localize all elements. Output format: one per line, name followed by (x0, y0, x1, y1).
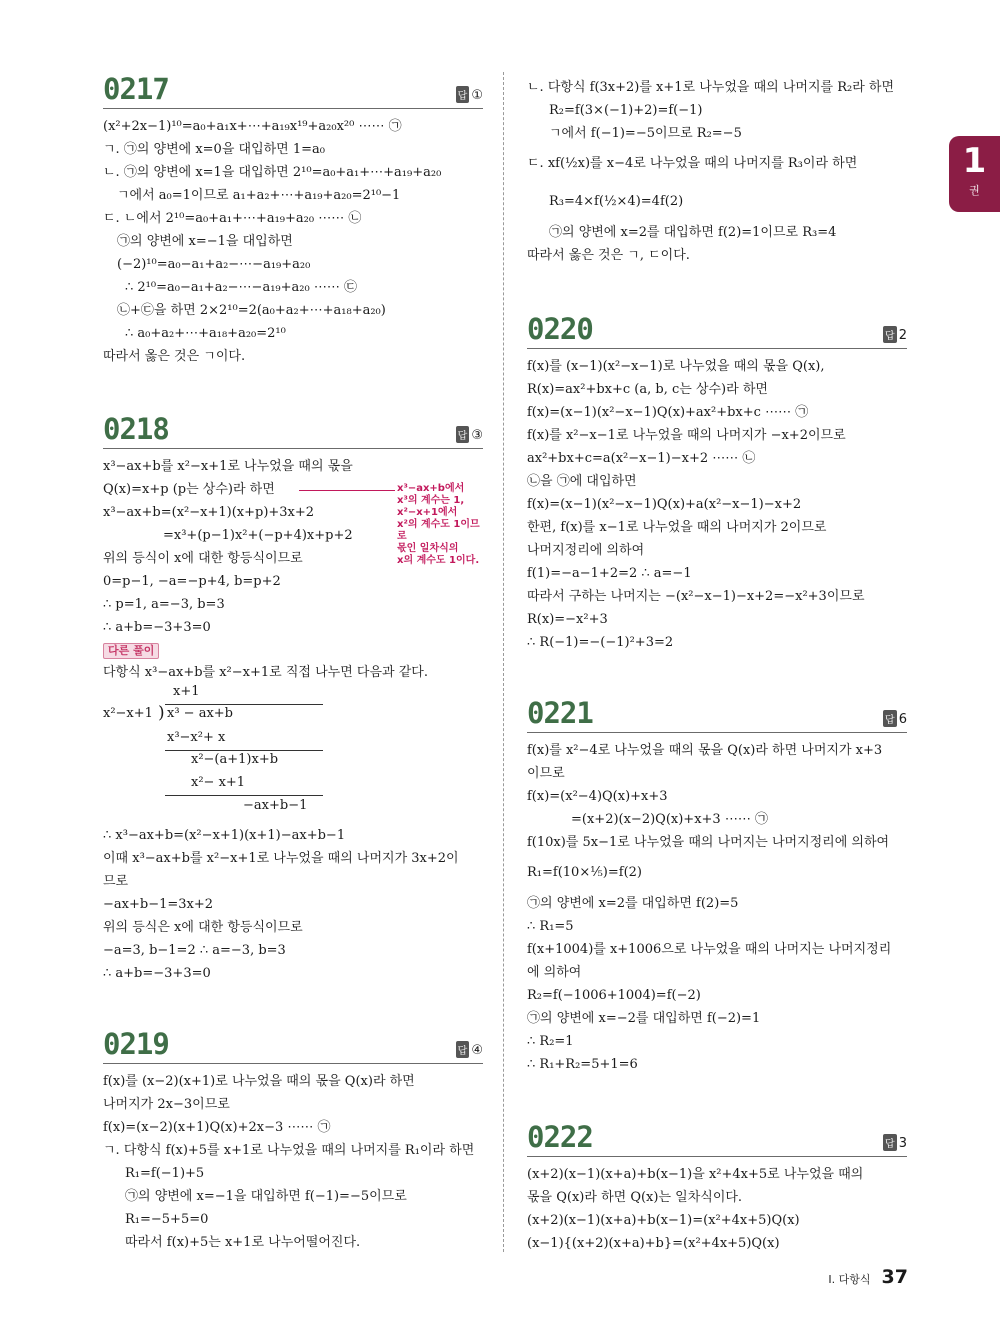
solution-line: 따라서 옳은 것은 ㄱ이다. (103, 349, 246, 364)
problem-0218 (103, 412, 483, 985)
problem-header (103, 1027, 483, 1064)
solution-line: ∴ R₁=5 (527, 919, 574, 934)
solution-line: ㉠의 양변에 x=2를 대입하면 f(2)=1이므로 R₃=4 (549, 225, 837, 240)
solution-line: 이므로 (527, 766, 565, 781)
solution-line: ∴ R₁+R₂=5+1=6 (527, 1057, 638, 1072)
solution-line: R(x)=ax²+bx+c (a, b, c는 상수)라 하면 (527, 382, 768, 397)
division-dividend: x³ − ax+b (167, 706, 233, 721)
solution-line: R₁=f(10×⅕)=f(2) (527, 865, 643, 880)
solution-line: f(x)=(x−1)(x²−x−1)Q(x)+ax²+bx+c ⋯⋯ ㉠ (527, 405, 809, 420)
solution-line: R(x)=−x²+3 (527, 612, 608, 627)
division-bracket: ) (158, 703, 165, 723)
solution-line: R₁=−5+5=0 (125, 1212, 209, 1227)
division-bar (165, 704, 323, 705)
solution-line: ㉠의 양변에 x=2를 대입하면 f(2)=5 (527, 896, 739, 911)
solution-line: 다항식 x³−ax+b를 x²−x+1로 직접 나누면 다음과 같다. (103, 665, 428, 680)
problem-header (527, 312, 907, 349)
answer-badge: 답 (883, 710, 897, 727)
answer-label (883, 1134, 907, 1151)
division-remainder: −ax+b−1 (243, 798, 308, 813)
solution-line: ㄴ. 다항식 f(3x+2)를 x+1로 나누었을 때의 나머지를 R₂라 하면 (527, 80, 895, 95)
page-number: 37 (881, 1266, 908, 1288)
solution-line: =x³+(p−1)x²+(−p+4)x+p+2 (163, 528, 353, 543)
solution-line: 므로 (103, 874, 129, 889)
solution-line: (x+2)(x−1)(x+a)+b(x−1)을 x²+4x+5로 나누었을 때의 (527, 1167, 864, 1182)
solution-line: ㄱ. 다항식 f(x)+5를 x+1로 나누었을 때의 나머지를 R₁이라 하면 (103, 1143, 475, 1158)
solution-line: 몫을 Q(x)라 하면 Q(x)는 일차식이다. (527, 1190, 743, 1205)
solution-line: =(x+2)(x−2)Q(x)+x+3 ⋯⋯ ㉠ (571, 812, 768, 827)
solution-line: R₂=f(3×(−1)+2)=f(−1) (549, 103, 703, 118)
problem-number: 0220 (527, 312, 593, 346)
answer-badge: 답 (456, 1041, 470, 1058)
solution-line: ㄱ. ㉠의 양변에 x=0을 대입하면 1=a₀ (103, 142, 325, 157)
division-rule (165, 795, 323, 796)
solution-line: ∴ 2¹⁰=a₀−a₁+a₂−⋯−a₁₉+a₂₀ ⋯⋯ ㉢ (125, 280, 357, 295)
problem-number: 0217 (103, 72, 169, 106)
answer-badge: 답 (883, 326, 897, 343)
solution-line: f(x+1004)를 x+1006으로 나누었을 때의 나머지는 나머지정리 (527, 942, 892, 957)
problem-number: 0221 (527, 696, 593, 730)
solution-line: −a=3, b−1=2 ∴ a=−3, b=3 (103, 943, 286, 958)
solution-line: ㉠의 양변에 x=−1을 대입하면 (117, 234, 293, 249)
answer-value: ④ (471, 1043, 483, 1058)
answer-label (883, 326, 907, 343)
solution-line: ax²+bx+c=a(x²−x−1)−x+2 ⋯⋯ ㉡ (527, 451, 756, 466)
answer-value: ③ (471, 428, 483, 443)
division-quotient: x+1 (173, 684, 200, 699)
long-division (103, 684, 483, 824)
problem-0219 (103, 1027, 483, 1254)
alt-solution-badge: 다른 풀이 (103, 643, 159, 659)
solution-line: ㄷ. xf(½x)를 x−4로 나누었을 때의 나머지를 R₃이라 하면 (527, 156, 858, 171)
problem-header (527, 696, 907, 733)
solution-line: ㉠의 양변에 x=−2를 대입하면 f(−2)=1 (527, 1011, 761, 1026)
solution-line: ∴ R₂=1 (527, 1034, 574, 1049)
answer-label (456, 426, 483, 443)
problem-number: 0219 (103, 1027, 169, 1061)
solution-line: ∴ a+b=−3+3=0 (103, 620, 211, 635)
solution-line: ㄱ에서 f(−1)=−5이므로 R₂=−5 (549, 126, 742, 141)
solution-line: f(1)=−a−1+2=2 ∴ a=−1 (527, 566, 692, 581)
answer-label (883, 710, 907, 727)
note-line: x의 계수도 1이다. (397, 555, 480, 566)
solution-line: f(x)를 (x−2)(x+1)로 나누었을 때의 몫을 Q(x)라 하면 (103, 1074, 415, 1089)
solution-line: R₁=f(−1)+5 (125, 1166, 205, 1181)
solution-line: 0=p−1, −a=−p+4, b=p+2 (103, 574, 281, 589)
solution-line: 나머지가 2x−3이므로 (103, 1097, 230, 1112)
answer-label (456, 1041, 483, 1058)
solution-line: ∴ a+b=−3+3=0 (103, 966, 211, 981)
solution-line: f(x)를 x²−4로 나누었을 때의 몫을 Q(x)라 하면 나머지가 x+3 (527, 743, 883, 758)
note-line: x²−x+1에서 (397, 507, 458, 518)
answer-value: 2 (898, 328, 907, 343)
column-divider (503, 72, 504, 1252)
solution-line: f(x)=(x−2)(x+1)Q(x)+2x−3 ⋯⋯ ㉠ (103, 1120, 331, 1135)
answer-label (456, 86, 483, 103)
problem-0221 (527, 696, 907, 1076)
note-line: x³의 계수는 1, (397, 495, 465, 506)
division-rule (165, 750, 323, 751)
solution-line: f(x)를 x²−x−1로 나누었을 때의 나머지가 −x+2이므로 (527, 428, 846, 443)
problem-header (103, 412, 483, 449)
division-divisor: x²−x+1 (103, 706, 153, 721)
solution-line: (x+2)(x−1)(x+a)+b(x−1)=(x²+4x+5)Q(x) (527, 1213, 800, 1228)
solution-line: 위의 등식이 x에 대한 항등식이므로 (103, 551, 303, 566)
answer-badge: 답 (883, 1134, 897, 1151)
answer-value: 6 (898, 712, 907, 727)
solution-line: (x−1){(x+2)(x+a)+b}=(x²+4x+5)Q(x) (527, 1236, 780, 1251)
solution-line: 따라서 옳은 것은 ㄱ, ㄷ이다. (527, 248, 690, 263)
solution-line: ∴ R(−1)=−(−1)²+3=2 (527, 635, 674, 650)
section-label: Ⅰ. 다항식 (828, 1273, 871, 1286)
solution-line: 한편, f(x)를 x−1로 나누었을 때의 나머지가 2이므로 (527, 520, 827, 535)
solution-line: ∴ p=1, a=−3, b=3 (103, 597, 225, 612)
answer-value: 3 (898, 1136, 907, 1151)
solution-line: ㉡을 ㉠에 대입하면 (527, 474, 637, 489)
answer-badge: 답 (456, 86, 470, 103)
solution-line: x³−ax+b=(x²−x+1)(x+p)+3x+2 (103, 505, 315, 520)
problem-0220 (527, 312, 907, 654)
solution-line: ㄴ. ㉠의 양변에 x=1을 대입하면 2¹⁰=a₀+a₁+⋯+a₁₉+a₂₀ (103, 165, 442, 180)
note-line: 몫인 일차식의 (397, 543, 459, 554)
note-line: x³−ax+b에서 (397, 483, 465, 494)
solution-line: Q(x)=x+p (p는 상수)라 하면 (103, 482, 275, 497)
solution-line: 나머지정리에 의하여 (527, 543, 645, 558)
solution-line: 따라서 f(x)+5는 x+1로 나누어떨어진다. (125, 1235, 361, 1250)
solution-line: x³−ax+b를 x²−x+1로 나누었을 때의 몫을 (103, 459, 353, 474)
solution-line: f(x)=(x−1)(x²−x−1)Q(x)+a(x²−x−1)−x+2 (527, 497, 802, 512)
division-step: x²−(a+1)x+b (191, 752, 279, 767)
volume-number: 1 (962, 141, 987, 181)
solution-line: (−2)¹⁰=a₀−a₁+a₂−⋯−a₁₉+a₂₀ (117, 257, 311, 272)
solution-line: ㄷ. ㄴ에서 2¹⁰=a₀+a₁+⋯+a₁₉+a₂₀ ⋯⋯ ㉡ (103, 211, 362, 226)
problem-0222 (527, 1120, 907, 1255)
note-line: x²의 계수도 1이므로 (397, 519, 480, 542)
solution-line: 에 의하여 (527, 965, 582, 980)
division-step: x²− x+1 (191, 775, 246, 790)
problem-number: 0218 (103, 412, 169, 446)
solution-line: R₃=4×f(½×4)=4f(2) (549, 194, 684, 209)
volume-label: 권 (969, 184, 980, 197)
solution-line: 이때 x³−ax+b를 x²−x+1로 나누었을 때의 나머지가 3x+2이 (103, 851, 459, 866)
solution-line: ㉡+㉢을 하면 2×2¹⁰=2(a₀+a₂+⋯+a₁₈+a₂₀) (117, 303, 386, 318)
solution-line: −ax+b−1=3x+2 (103, 897, 214, 912)
solution-line: ㉠의 양변에 x=−1을 대입하면 f(−1)=−5이므로 (125, 1189, 407, 1204)
division-step: x³−x²+ x (167, 730, 226, 745)
solution-line: R₂=f(−1006+1004)=f(−2) (527, 988, 701, 1003)
volume-tab (949, 136, 1000, 212)
page-footer (828, 1266, 908, 1288)
solution-line: f(x)=(x²−4)Q(x)+x+3 (527, 789, 668, 804)
problem-header (103, 72, 483, 109)
problem-number: 0222 (527, 1120, 593, 1154)
answer-badge: 답 (456, 426, 470, 443)
side-note (397, 483, 483, 567)
problem-0219-continued (527, 76, 907, 267)
problem-0217 (103, 72, 483, 368)
note-arrow (299, 490, 395, 491)
solution-line: ∴ a₀+a₂+⋯+a₁₈+a₂₀=2¹⁰ (125, 326, 286, 341)
solution-line: 따라서 구하는 나머지는 −(x²−x−1)−x+2=−x²+3이므로 (527, 589, 865, 604)
solution-line: ∴ x³−ax+b=(x²−x+1)(x+1)−ax+b−1 (103, 828, 346, 843)
solution-line: ㄱ에서 a₀=1이므로 a₁+a₂+⋯+a₁₉+a₂₀=2¹⁰−1 (117, 188, 401, 203)
solution-line: 위의 등식은 x에 대한 항등식이므로 (103, 920, 303, 935)
solution-line: (x²+2x−1)¹⁰=a₀+a₁x+⋯+a₁₉x¹⁹+a₂₀x²⁰ ⋯⋯ ㉠ (103, 119, 402, 134)
solution-line: f(x)를 (x−1)(x²−x−1)로 나누었을 때의 몫을 Q(x), (527, 359, 825, 374)
solution-line: f(10x)를 5x−1로 나누었을 때의 나머지는 나머지정리에 의하여 (527, 835, 890, 850)
answer-value: ① (471, 88, 483, 103)
problem-header (527, 1120, 907, 1157)
